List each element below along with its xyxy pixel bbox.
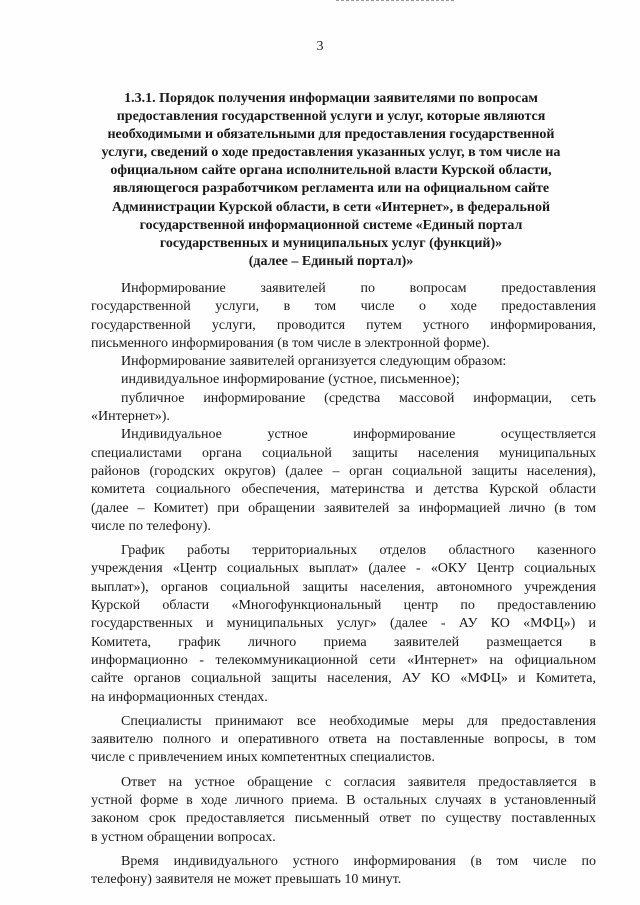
text-line: заявителю полного и оперативного ответа на поставленные вопросы, в том: [91, 732, 596, 748]
text-line: числе по телефону).: [91, 518, 211, 534]
text-line: Курской области «Многофункциональный центр по предоставлению: [91, 598, 596, 614]
text-line: законом срок предоставляется письменный ответ по существу поставленных: [91, 811, 596, 827]
heading-line: являющегося разработчиком регламента или на официальном сайте: [112, 181, 550, 197]
text-line: учреждения «Центр социальных выплат» (далее - «ОКУ Центр социальных: [91, 561, 596, 577]
heading-line: (далее – Единый портал)»: [248, 253, 414, 269]
text-line: сайте органов социальной защиты населения, АУ КО «МФЦ» и Комитета,: [91, 671, 596, 687]
heading-line: необходимыми и обязательными для предоставления государственной: [107, 127, 555, 143]
paragraph: [91, 353, 596, 371]
text-line: Индивидуальное устное информирование осуществляется: [121, 427, 596, 443]
paragraph: [91, 713, 596, 768]
document-body: [91, 280, 596, 890]
text-line: Информирование заявителей организуется следующим образом:: [121, 354, 507, 370]
text-line: График работы территориальных отделов областного казенного: [121, 543, 596, 559]
text-line: публичное информирование (средства массовой информации, сеть: [121, 390, 596, 406]
text-line: телефону) заявителя не может превышать 10 минут.: [91, 872, 402, 888]
heading-line: официальном сайте органа исполнительной власти Курской области,: [110, 163, 552, 179]
text-line: (далее – Комитет) при обращении заявителей за информацией лично (в том: [91, 500, 596, 516]
scan-edge-marks: [336, 0, 454, 4]
section-heading: [94, 90, 568, 271]
text-line: специалистами органа социальной защиты населения муниципальных: [91, 445, 596, 461]
text-line: государственной услуги, проводится путем устного информирования,: [91, 317, 596, 333]
text-line: индивидуальное информирование (устное, письменное);: [121, 372, 460, 388]
text-line: на информационных стендах.: [91, 689, 268, 705]
text-line: государственных и муниципальных услуг» (далее - АУ КО «МФЦ») и: [91, 616, 596, 632]
paragraph: [91, 390, 596, 427]
text-line: устной форме в ходе личного приема. В остальных случаях в установленный: [91, 793, 596, 809]
text-line: Комитета, график личного приема заявителей размещается в: [91, 634, 596, 650]
text-line: письменного информирования (в том числе в электронной форме).: [91, 335, 490, 351]
text-line: государственной услуги, в том числе о ходе предоставления: [91, 299, 596, 315]
paragraph: [91, 853, 596, 890]
text-line: числе с привлечением иных компетентных специалистов.: [91, 750, 435, 766]
paragraph: [91, 542, 596, 707]
paragraph: [91, 426, 596, 536]
heading-line: 1.3.1. Порядок получения информации заявителями по вопросам: [124, 91, 538, 106]
text-line: комитета социального обеспечения, материнства и детства Курской области: [91, 482, 596, 498]
text-line: Специалисты принимают все необходимые меры для предоставления: [121, 713, 596, 729]
heading-line: Администрации Курской области, в сети «Интернет», в федеральной: [111, 199, 551, 215]
text-line: Ответ на устное обращение с согласия заявителя предоставляется в: [121, 774, 596, 790]
paragraph: [91, 774, 596, 847]
text-line: Время индивидуального устного информирования (в том числе по: [121, 853, 596, 869]
heading-line: предоставления государственной услуги и услуг, которые являются: [116, 109, 546, 125]
heading-line: государственной информационной системе «Единый портал: [139, 217, 523, 233]
paragraph: [91, 280, 596, 353]
text-line: «Интернет»).: [91, 409, 170, 425]
text-line: в устном обращении вопросах.: [91, 829, 276, 845]
text-line: выплат»), органов социальной защиты населения, автономного учреждения: [91, 579, 596, 595]
paragraph: [91, 371, 596, 389]
heading-line: государственных и муниципальных услуг (функций)»: [159, 235, 503, 251]
heading-line: услуги, сведений о ходе предоставления указанных услуг, в том числе на: [101, 145, 561, 161]
text-line: Информирование заявителей по вопросам предоставления: [121, 281, 596, 296]
page-number: 3: [316, 39, 324, 54]
text-line: информационно - телекоммуникационной сети «Интернет» на официальном: [91, 652, 596, 668]
text-line: районов (городских округов) (далее – орган социальной защиты населения),: [91, 463, 596, 479]
